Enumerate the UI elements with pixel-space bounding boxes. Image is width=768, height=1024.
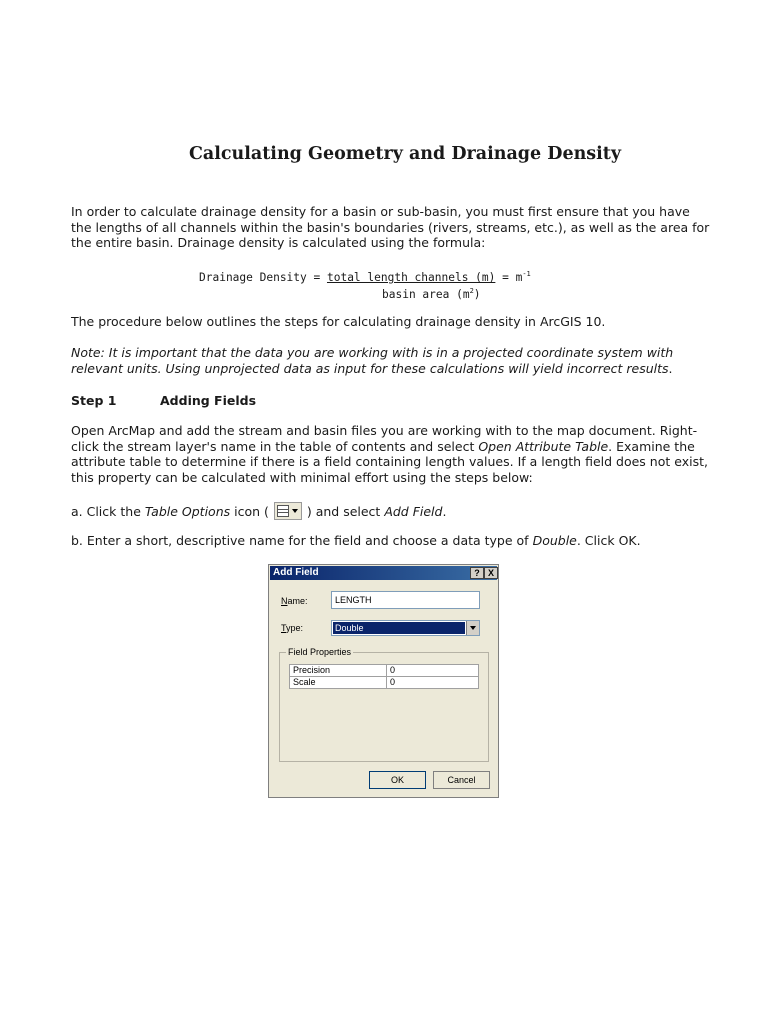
field-properties-group: [279, 647, 489, 762]
type-select[interactable]: [331, 620, 480, 636]
step1-paragraph: Open ArcMap and add the stream and basin files you are working with to the map document. Right-click the stream layer's name in the table of contents and select Open Attribute Table. Examine the attribute table to determine if there is a field containing length values. If a length field does not exist, this property can be calculated with minimal effort using the steps below:: [71, 423, 708, 485]
step-label: Step 1: [71, 393, 117, 408]
page-title: Calculating Geometry and Drainage Density: [188, 144, 622, 164]
chevron-down-icon[interactable]: [466, 621, 479, 635]
add-field-dialog: [268, 564, 499, 798]
property-value[interactable]: 0: [387, 665, 479, 677]
help-button[interactable]: ?: [470, 567, 484, 579]
close-button[interactable]: X: [484, 567, 498, 579]
name-input[interactable]: LENGTH: [331, 591, 480, 609]
table-row[interactable]: [290, 677, 479, 689]
property-name: Precision: [290, 665, 387, 677]
open-attribute-table-text: Open Attribute Table: [478, 438, 609, 454]
formula-exponent: -1: [522, 270, 531, 278]
dialog-title-bar: [270, 566, 497, 580]
step-title: Adding Fields: [160, 393, 257, 408]
procedure-paragraph: The procedure below outlines the steps for calculating drainage density in ArcGIS 10.: [71, 314, 606, 329]
note-paragraph: Note: It is important that the data you are working with is in a projected coordinate system with relevant units. Using unprojected data as input for these calculations will yield incorrect results.: [71, 345, 674, 376]
type-select-value: Double: [333, 622, 465, 634]
intro-paragraph: In order to calculate drainage density for a basin or sub-basin, you must first ensure that you have the lengths of all channels within the basin's boundaries (rivers, streams, etc.), as well as the area for the entire basin. Drainage density is calculated using the formula:: [71, 204, 710, 251]
table-row[interactable]: [290, 665, 479, 677]
properties-table: [289, 664, 479, 689]
field-properties-label: Field Properties: [288, 647, 352, 657]
note-text: : It is important that the data you are working with is in a projected coordinate system with relevant units. Using unprojected data as input for these calculations will yield incorrect results: [71, 345, 674, 376]
property-name: Scale: [290, 677, 387, 689]
ok-button[interactable]: OK: [369, 771, 426, 789]
formula-equals: = m: [495, 271, 523, 284]
formula: [199, 266, 531, 301]
note-prefix: Note: [71, 345, 101, 360]
type-label: Type:: [281, 623, 304, 633]
table-options-icon[interactable]: [274, 502, 302, 520]
dialog-title: Add Field: [273, 567, 319, 578]
property-value[interactable]: 0: [387, 677, 479, 689]
formula-numerator: total length channels (m): [326, 271, 496, 284]
name-label: Name:: [281, 596, 308, 606]
formula-denominator: basin area $(m^2)$: [382, 287, 481, 301]
step-b-paragraph: b. Enter a short, descriptive name for the field and choose a data type of Double. Click OK.: [71, 533, 641, 548]
formula-lhs: Drainage Density =: [199, 271, 327, 284]
step-a-paragraph: a. Click the Table Options icon ( ) and select Add Field.: [71, 504, 447, 519]
cancel-button[interactable]: Cancel: [433, 771, 490, 789]
